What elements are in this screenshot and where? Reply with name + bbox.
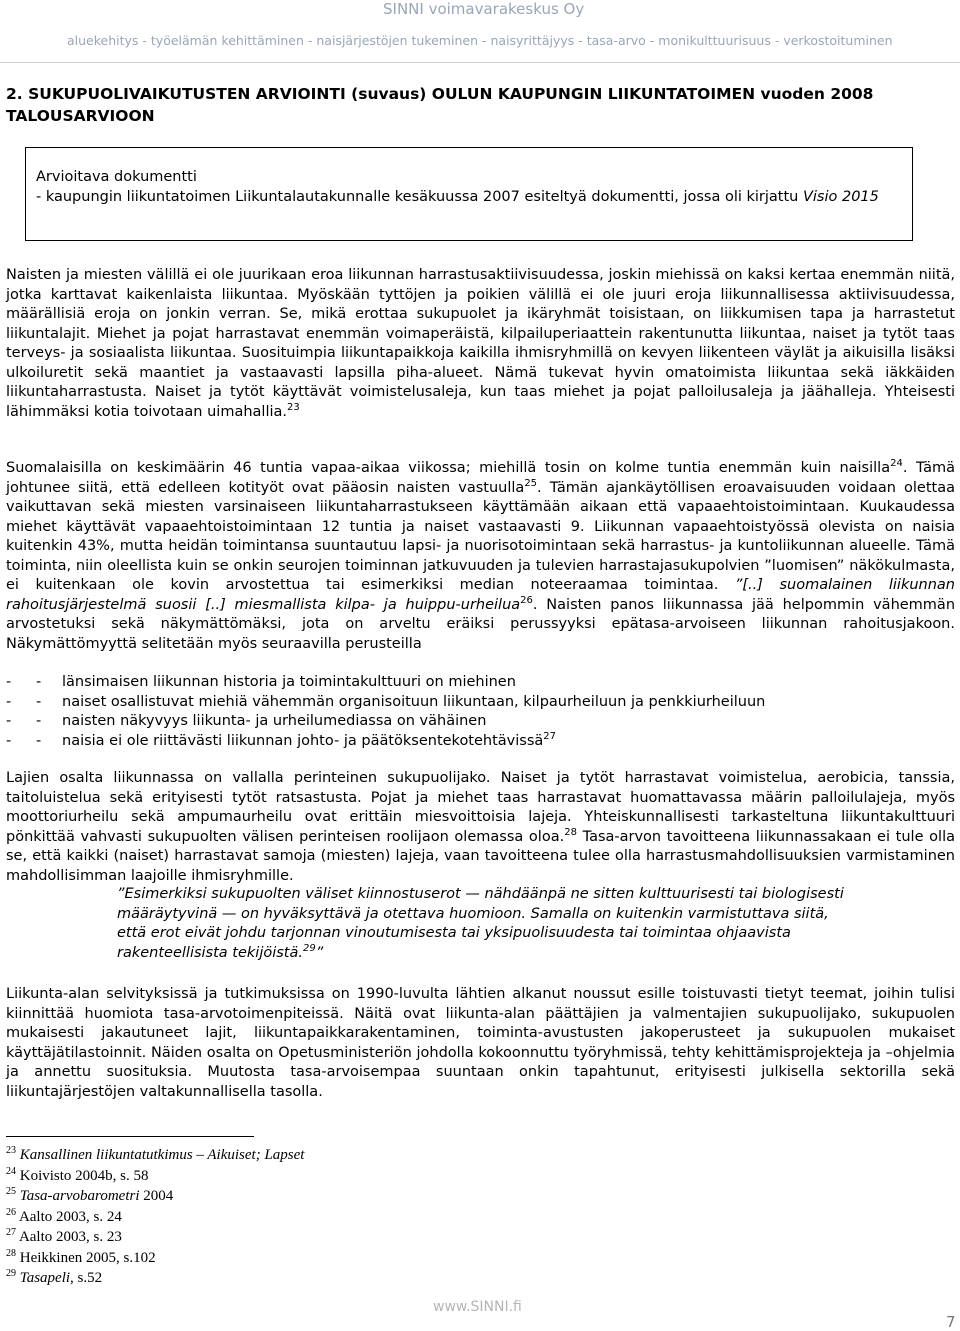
list-dash: - - xyxy=(36,674,42,690)
list-item: - - naisia ei ole riittävästi liikunnan johto- ja päätöksentekotehtävissä$^{27}$ xyxy=(6,732,955,752)
list-dash: - - xyxy=(36,713,42,729)
section-heading: 2. SUKUPUOLIVAIKUTUSTEN ARVIOINTI (suvaus) OULUN KAUPUNGIN LIIKUNTATOIMEN vuoden 2008 TALOUSARVIOON xyxy=(6,85,874,125)
footer-url: www.SINNI.fi xyxy=(433,1299,522,1315)
footnote-divider xyxy=(6,1136,254,1137)
document-box xyxy=(25,147,913,241)
p3-b: Tasa-arvon tavoitteena liikunnassakaan ei tule olla se, että kaikki (naiset) harrastavat samoja (miesten) lajeja, vaan tavoitteena tulee olla harrastusmahdollisuuksien varmistaminen mahdollisimman laajoille ihmisryhmille. xyxy=(6,828,955,884)
header-org: SINNI voimavarakeskus Oy xyxy=(383,0,585,18)
paragraph-2 xyxy=(6,459,955,654)
bullet-list xyxy=(6,673,955,751)
list-item: - - länsimaisen liikunnan historia ja toimintakulttuuri on miehinen xyxy=(6,673,955,693)
quote-text: ”Esimerkiksi sukupuolten väliset kiinnostuserot — nähdäänpä ne sitten kulttuurisesti tai biologisesti määräytyvinä — on hyväksyttävä ja otettava huomioon. Samalla on kuitenkin varmistuttava siitä, että erot eivät johdu tarjonnan vinoutumisesta tai yksipuolisuudesta tai toimintaa ohjaavista rakenteellisista tekijöistä. xyxy=(117,886,844,961)
block-quote xyxy=(117,885,845,963)
page-number: 7 xyxy=(946,1313,956,1331)
paragraph-4 xyxy=(6,985,955,1102)
header-divider xyxy=(0,62,960,63)
p4-text: Liikunta-alan selvityksissä ja tutkimuksissa on 1990-luvulta lähtien alkanut noussut esille toistuvasti tietyt teemat, joihin tulisi kiinnittää huomiota tasa-arvotoimenpiteissä. Näitä ovat liikunta-alan päättäjien ja valmentajien sukupuolijako, sukupuolen mukaisesti jakautuneet lajit, liikuntapaikkarakentaminen, toiminta-avustusten jakoperusteet ja sukupuolen mukaiset käyttäjätilastoinnit. Näiden osalta on Opetusministeriön johdolla kokoonnuttu työryhmissä, tehty kehittämisprojekteja ja –ohjelmia ja annettu suosituksia. Muutosta tasa-arvoisempaa suuntaan onkin tapahtunut, erityisesti julkisella sektorilla sekä liikuntajärjestöjen valtakunnallisella tasolla. xyxy=(6,986,955,1100)
p2-sup24: 24 xyxy=(890,458,903,470)
p2-b: . Tämä johtunee siitä, että edelleen kotityöt ovat pääosin naisten vastuulla xyxy=(6,460,956,496)
p2-d: . Naisten panos liikunnassa jää helpommin vähemmän arvostetuksi sekä näkymättömäksi, jota on arveltu eräiksi perussyyksi epätasa-arvoiseen liikunnan rahoitusjakoon. Näkymättömyyttä selitetään myös seuraavilla perusteilla xyxy=(6,596,956,652)
p2-c: . Tämän ajankäytöllisen eroavaisuuden voidaan olettaa vaikuttavan sekä miesten varsinaiseen liikuntaharrastukseen käyttämään aikaan että vapaaehtoistoimintaan. Kuukaudessa miehet käyttävät vapaaehtoistoimintaan 12 tuntia ja naiset vastaavasti 9. Liikunnan vapaaehtoistyössä olevista on naisia kuitenkin 43%, mutta heidän toimintansa suuntautuu lapsi- ja nuorisotoimintaan sekä harrastus- ja kuntoliikunnan alueelle. Tämä toiminta, niin oleellista kuin se onkin seurojen toiminnan jatkuvuuden ja tulevien harrastajasukupolvien ”luomisen” näkökulmasta, ei kuitenkaan ole kovin arvostettua tai esimerkiksi median noteeraamaa toimintaa. xyxy=(6,479,955,593)
footnote: $^{24}$ Koivisto 2004b, s. 58 xyxy=(6,1166,149,1184)
list-item: - - naisten näkyvyys liikunta- ja urheilumediassa on vähäinen xyxy=(6,712,955,732)
p2-sup25: 25 xyxy=(524,477,538,489)
p2-sup26: 26 xyxy=(520,594,533,606)
list-item: - - naiset osallistuvat miehiä vähemmän organisoituun liikuntaan, kilpaurheiluun ja penkkiurheiluun xyxy=(6,693,955,713)
footnote: $^{27}$ Aalto 2003, s. 23 xyxy=(6,1227,122,1245)
p3-a: Lajien osalta liikunnassa on vallalla perinteinen sukupuolijako. Naiset ja tytöt harrastavat voimistelua, aerobicia, tanssia, taitoluistelua sekä erityisesti tytöt ratsastusta. Pojat ja miehet taas harrastavat huomattavassa määrin palloilulajeja, myös moottoriurheilu sekä ampumaurheilu ovat erittäin miesvoittoisia lajeja. Yhteiskunnallisesti tarkasteltuna liikuntakulttuuri pönkittää vahvasti sukupuolten välisen perinteisen roolijaon olemassa oloa. xyxy=(6,770,955,845)
header-keywords: aluekehitys - työelämän kehittäminen - naisjärjestöjen tukeminen - naisyrittäjyys - tasa-arvo - monikulttuurisuus - verkostoituminen xyxy=(67,33,893,48)
box-line xyxy=(36,187,912,207)
box-line-text: - kaupungin liikuntatoimen Liikuntalautakunnalle kesäkuussa 2007 esiteltyä dokumentti, jossa oli kirjattu xyxy=(36,189,799,205)
footnote: $^{29}$ Tasapeli, s.52 xyxy=(6,1268,103,1286)
footnote: $^{26}$ Aalto 2003, s. 24 xyxy=(6,1207,122,1225)
footnote: $^{25}$ Tasa-arvobarometri 2004 xyxy=(6,1186,174,1204)
p3-sup28: 28 xyxy=(564,826,577,838)
quote-end: ” xyxy=(315,944,324,961)
box-line-italic: Visio 2015 xyxy=(802,189,879,205)
paragraph-3 xyxy=(6,769,955,886)
footnote: $^{28}$ Heikkinen 2005, s.102 xyxy=(6,1248,156,1266)
list-sup: 27 xyxy=(543,730,557,742)
quote-sup: 29 xyxy=(302,942,316,954)
paragraph-1 xyxy=(6,266,955,422)
p1-sup: 23 xyxy=(287,401,300,413)
p1-text: Naisten ja miesten välillä ei ole juurikaan eroa liikunnan harrastusaktiivisuudessa, joskin miehissä on kaksi kertaa enemmän niitä, jotka karttavat kaikenlaista liikuntaa. Myöskään tyttöjen ja poikien välillä ei ole juuri eroja liikunnallisessa aktiivisuudessa, määrällisiä eroja on jonkin verran. Se, mikä erottaa sukupuolet ja ikäryhmät toisistaan, on liikkumisen tapa ja harrastetut liikuntalajit. Miehet ja pojat harrastavat enemmän voimaperäistä, kilpailuperiaattein rakentunutta liikuntaa, naiset ja tytöt taas terveys- ja sosiaalista liikuntaa. Suosituimpia liikuntapaikkoja kaikilla ihmisryhmillä on kevyen liikenteen väylät ja aikuisilla lisäksi ulkoiluretit sekä maantiet ja vastaavasti lapsilla piha-alueet. Nämä tukevat hyvin omatoimista liikuntaa sekä iäkkäiden liikuntaharrastusta. Naiset ja tytöt käyttävät voimistelusaleja, kun taas miehet ja pojat palloilusaleja ja jäähalleja. Yhteisesti lähimmäksi kotia toivotaan uimahallia. xyxy=(6,267,955,420)
list-dash: - - xyxy=(36,693,42,710)
box-title: Arvioitava dokumentti xyxy=(36,169,197,185)
footnote: $^{23}$ Kansallinen liikuntatutkimus – Aikuiset; Lapset xyxy=(6,1145,305,1163)
list-dash: - - xyxy=(36,732,42,749)
p2-a: Suomalaisilla on keskimäärin 46 tuntia vapaa-aikaa viikossa; miehillä tosin on kolme tuntia enemmän kuin naisilla xyxy=(6,460,891,476)
p2-italic: ”[..] suomalainen liikunnan rahoitusjärjestelmä suosii [..] miesmallista kilpa- ja huippu-urheilua xyxy=(6,577,955,613)
